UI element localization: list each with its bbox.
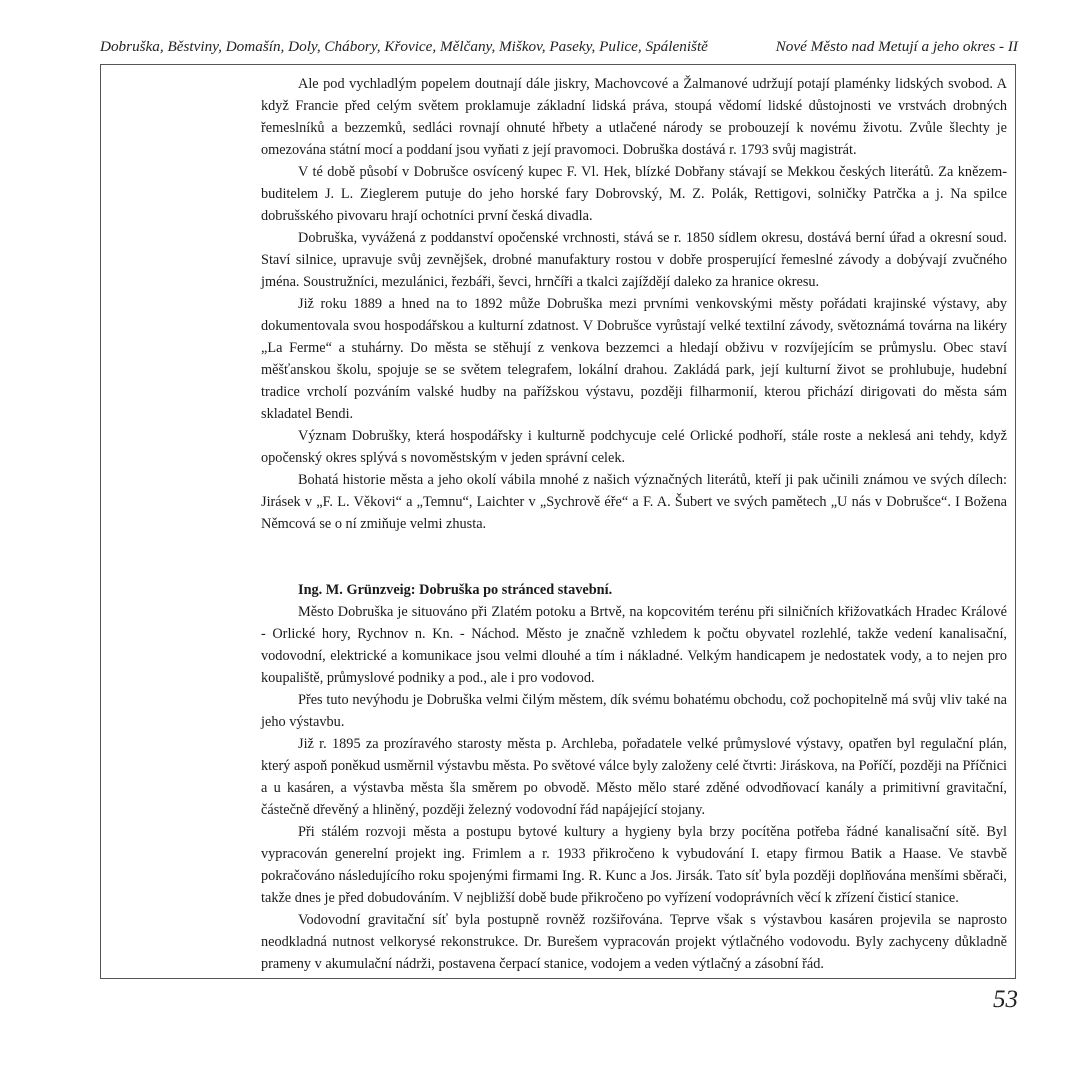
paragraph: Již roku 1889 a hned na to 1892 může Dobruška mezi prvními venkovskými městy pořádati krajinské výstavy, aby dokumentovala svou hospodářskou a kulturní zdatnost. V Dobrušce vyrůstají velké textilní závody, světoznámá továrna na likéry „La Ferme“ a stuhárny. Do města se stěhují z venkova bezzemci a hledají obživu v rozvíjejícím se průmyslu. Obec staví měšťanskou školu, spojuje se se světem telegrafem, lokální drahou. Zakládá park, její kulturní život se prohlubuje, hudební tradice vrcholí pozváním valské hudby na pařížskou výstavu, později filharmonií, kterou přichází dirigovati do města sám skladatel Bendi.	[261, 296, 1007, 422]
paragraph: Vodovodní gravitační síť byla postupně rovněž rozšiřována. Teprve však s výstavbou kasáren projevila se naprosto neodkladná nutnost velkorysé rekonstrukce. Dr. Burešem vypracován projekt výtlačného vodovodu. Byly zachyceny důkladně prameny v akumulační nádrži, postavena čerpací stanice, vodojem a veden výtlačný a zásobní řád.	[261, 912, 1007, 972]
paragraph: Bohatá historie města a jeho okolí vábila mnohé z našich význačných literátů, kteří ji pak učinili známou ve svých dílech: Jirásek v „F. L. Věkovi“ a „Temnu“, Laichter v „Sychrově éře“ a F. A. Šubert ve svých pamětech „U nás v Dobrušce“. I Božena Němcová se o ní zmiňuje velmi zhusta.	[261, 472, 1007, 532]
running-header-right: Nové Město nad Metují a jeho okres - II	[775, 38, 1018, 55]
paragraph: Město Dobruška je situováno při Zlatém potoku a Brtvě, na kopcovitém terénu při silničních křižovatkách Hradec Králové - Orlické hory, Rychnov n. Kn. - Náchod. Město je značně vzhledem k počtu obyvatel rozlehlé, takže vedení kanalisační, vodovodní, elektrické a komunikace jsou velmi dlouhé a tím i nákladné. Velkým handicapem je nedostatek vody, a to nejen pro koupaliště, průmyslové podniky a pod., ale i pro vodovod.	[261, 604, 1007, 686]
paragraph: Dobruška, vyvážená z poddanství opočenské vrchnosti, stává se r. 1850 sídlem okresu, dostává berní úřad a okresní soud. Staví silnice, upravuje svůj zevnějšek, drobné manufaktury rostou v dobře prosperující řemeslné závody a dobývají zvučného jména. Soustružníci, mezulánici, řezbáři, ševci, hrnčíři a tkalci zajíždějí daleko za hranice okresu.	[261, 230, 1007, 290]
paragraph: Již r. 1895 za prozíravého starosty města p. Archleba, pořadatele velké průmyslové výstavy, opatřen byl regulační plán, který aspoň poněkud usměrnil výstavbu města. Po světové válce byly založeny celé čtvrti: Jiráskova, na Poříčí, později na Příčnici a u kasáren, a výstavba města šla směrem po obvodě. Město mělo staré zděné odvodňovací kanály a primitivní gravitační, částečně dřevěný a hliněný, později železný vodovodní řád napájející stojany.	[261, 736, 1008, 818]
page-number: 53	[993, 986, 1018, 1013]
paragraph: Při stálém rozvoji města a postupu bytové kultury a hygieny byla brzy pocítěna potřeba řádné kanalisační sítě. Byl vypracován generelní projekt ing. Frimlem a r. 1933 přikročeno k vybudování I. etapy firmou Batik a Haase. Ve stavbě pokračováno následujícího roku spojenými firmami Ing. R. Kunc a Jos. Jirsák. Tato síť byla později doplňována menšími sběrači, takže dnes je před dobudováním. V nejbližší době bude přikročeno po vyřízení vodoprávních věcí k zřízení čisticí stanice.	[261, 824, 1007, 906]
body-text	[261, 73, 1007, 975]
paragraph: Význam Dobrušky, která hospodářsky i kulturně podchycuje celé Orlické podhoří, stále roste a neklesá ani tehdy, když opočenský okres splývá s novoměstským v jeden správní celek.	[261, 428, 1007, 466]
running-header-left: Dobruška, Běstviny, Domašín, Doly, Chábory, Křovice, Mělčany, Miškov, Paseky, Pulice, Spáleniště	[100, 38, 708, 55]
paragraph: Přes tuto nevýhodu je Dobruška velmi čilým městem, dík svému bohatému obchodu, což pochopitelně má svůj vliv také na jeho výstavbu.	[261, 692, 1007, 730]
section-heading: Ing. M. Grünzveig: Dobruška po stránced stavební.	[298, 582, 613, 598]
running-header	[100, 38, 1018, 56]
paragraph: Ale pod vychladlým popelem doutnají dále jiskry, Machovcové a Žalmanové udržují potají plaménky lidských svobod. A když Francie před celým světem proklamuje základní lidská práva, stoupá vědomí lidské důstojnosti ve vrstvách drobných řemeslníků a bezzemků, sedláci rovnají ohnuté hřbety a utlačené národy se probouzejí k novému životu. Zvůle šlechty je omezována státní mocí a poddaní jsou vyňati z její pravomoci. Dobruška dostává r. 1793 svůj magistrát.	[261, 76, 1007, 158]
paragraph: V té době působí v Dobrušce osvícený kupec F. Vl. Hek, blízké Dobřany stávají se Mekkou českých literátů. Za knězem-buditelem J. L. Zieglerem putuje do jeho horské fary Dobrovský, M. Z. Polák, Rettigovi, solničky Patrčka a j. Na spilce dobrušského pivovaru hrají ochotníci první česká divadla.	[261, 164, 1007, 224]
